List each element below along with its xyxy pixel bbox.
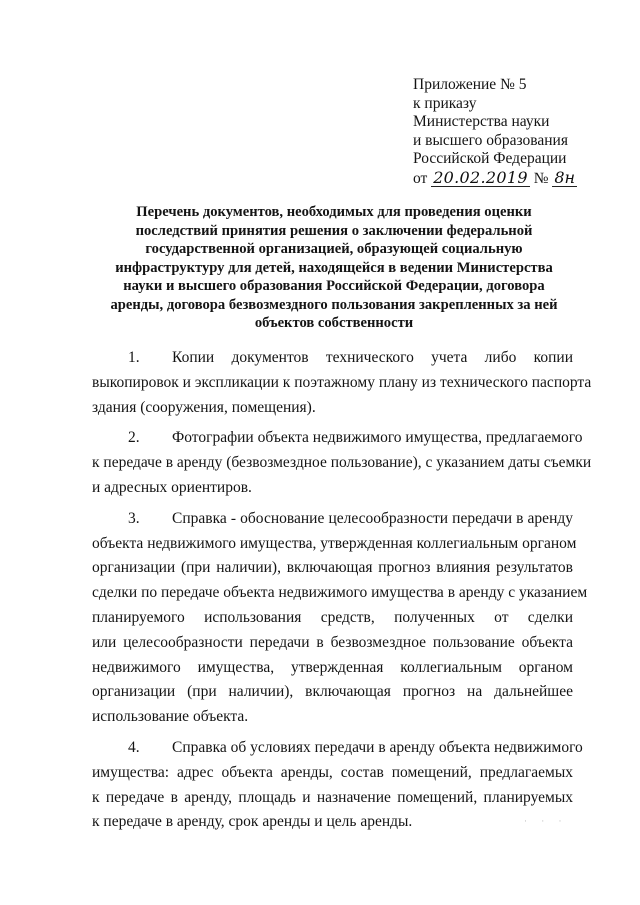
list-item-2 [92,426,592,500]
paragraph-line: 1. Копии документов технического учета либо копии [92,346,573,371]
title-line: аренды, договора безвозмездного пользования закрепленных за ней [110,296,558,313]
document-body [92,346,592,841]
item-number: 1. [128,349,140,366]
list-item-1 [92,346,592,420]
appendix-block [413,76,613,189]
paragraph-line: недвижимого имущества, утвержденная коллегиальным органом [92,658,573,676]
paragraph-line: к передаче в аренду (безвозмездное пользование), с указанием даты съемки [92,454,592,472]
paragraph-line: 4. Справка об условиях передачи в аренду объекта недвижимого [92,736,573,761]
list-item-3 [92,507,588,730]
appendix-ministry-line2: и высшего образования [413,131,568,149]
paragraph-line: и адресных ориентиров. [92,478,252,496]
appendix-title: Приложение № 5 [413,76,527,93]
paragraph-line: или целесообразности передачи в безвозмездное пользование объекта [92,633,573,651]
title-line: последствий принятия решения о заключении федеральной [135,222,533,239]
item-number: 4. [128,738,140,756]
appendix-order-ref: к приказу [413,94,477,112]
document-title [96,203,572,333]
handwritten-date: 20.02.2019 [433,167,528,187]
title-line: объектов собственности [254,315,414,331]
title-line: инфраструктуру для детей, находящейся в ведении Министерства [115,259,553,276]
number-prefix: № [533,169,549,187]
paragraph-line: организации (при наличии), включающая прогноз влияния результатов [92,559,573,577]
paragraph-line: объекта недвижимого имущества, утвержденная коллегиальным органом [92,534,577,552]
paragraph-line: организации (при наличии), включающая прогноз на дальнейшее [92,683,573,701]
paragraph-line: планируемого использования средств, полученных от сделки [92,608,573,626]
paragraph-line: к передаче в аренду, площадь и назначение помещений, планируемых [92,788,573,806]
handwritten-number: 8н [554,167,576,187]
date-prefix: от [413,169,428,187]
paragraph-line: к передаче в аренду, срок аренды и цель аренды. [92,813,413,831]
paragraph-line: сделки по передаче объекта недвижимого имущества в аренду с указанием [92,584,588,602]
item-number: 2. [128,429,140,447]
title-line: государственной организацией, образующей социальную [145,241,523,257]
appendix-date-line [413,169,613,189]
paragraph-line: здания (сооружения, помещения). [92,398,316,416]
paragraph-line: выкопировок и экспликации к поэтажному плану из технического паспорта [92,373,592,391]
paragraph-line: использование объекта. [92,708,249,726]
list-item-4 [92,736,583,835]
paragraph-line: имущества: адрес объекта аренды, состав помещений, предлагаемых [92,763,573,781]
item-number: 3. [128,509,140,527]
title-line: науки и высшего образования Российской Федерации, договора [123,278,545,294]
scan-artifact: · · · [524,816,568,826]
paragraph-line: 3. Справка - обоснование целесообразности передачи в аренду [92,507,573,532]
title-line: Перечень документов, необходимых для проведения оценки [136,204,532,220]
appendix-ministry-line1: Министерства науки [413,113,550,131]
paragraph-line: 2. Фотографии объекта недвижимого имущества, предлагаемого [92,426,573,451]
appendix-country: Российской Федерации [413,150,567,168]
